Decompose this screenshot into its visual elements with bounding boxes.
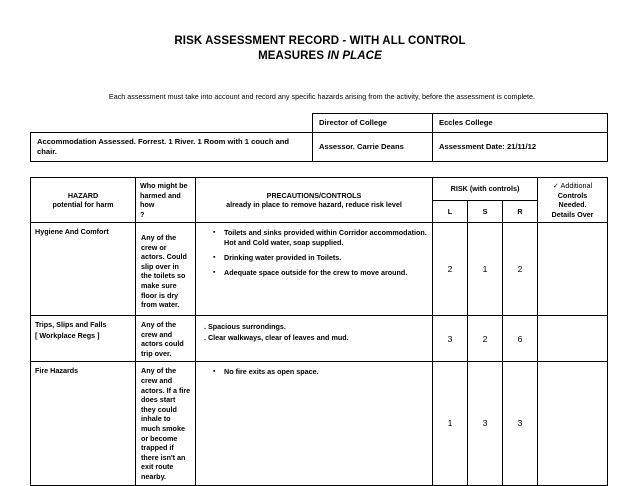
who-harmed-cell: Any of the crew and actors could trip over. — [136, 316, 196, 362]
hazard-label-line-1: Trips, Slips and Falls — [35, 320, 107, 329]
intro-paragraph: Each assessment must take into account and record any specific hazards arising from the activity, before the assessment is complete. — [108, 92, 536, 101]
precautions-cell — [196, 362, 433, 485]
header-risk-group: RISK (with controls) — [433, 178, 538, 201]
header-hazard — [31, 178, 136, 223]
info-table-row-bottom — [31, 133, 608, 162]
header-additional-controls — [538, 178, 608, 223]
header-who-line-3: ? — [140, 209, 145, 219]
additional-controls-cell — [538, 223, 608, 316]
table-row — [31, 362, 608, 485]
hazard-label-line-1: Hygiene And Comfort — [35, 227, 109, 236]
title-line-2 — [0, 49, 640, 64]
header-hazard-sub: potential for harm — [52, 200, 114, 209]
risk-severity-cell: 3 — [468, 362, 503, 485]
header-additional-line-2: Controls — [557, 190, 588, 200]
college-value-cell: Eccles College — [433, 114, 608, 133]
precautions-cell — [196, 223, 433, 316]
header-precautions-main: PRECAUTIONS/CONTROLS — [266, 190, 362, 200]
precautions-list — [202, 321, 428, 343]
info-table-row-top — [31, 114, 608, 133]
list-item: . Spacious surrondings. — [204, 322, 286, 331]
table-row — [31, 223, 608, 316]
header-precautions-sub: already in place to remove hazard, reduce risk level — [226, 200, 402, 209]
accommodation-description-cell: Accommodation Assessed. Forrest. 1 River. 1 Room with 1 couch and chair. — [31, 133, 313, 162]
risk-likelihood-cell: 3 — [433, 316, 468, 362]
title-line-2-italic: IN PLACE — [327, 50, 382, 62]
header-who-line-1: Who might be — [140, 181, 188, 190]
header-risk-l: L — [433, 200, 468, 223]
additional-controls-cell — [538, 316, 608, 362]
header-risk-r: R — [503, 200, 538, 223]
hazard-cell — [31, 223, 136, 316]
header-who-harmed — [136, 178, 196, 223]
header-additional-line-1: ✓ Additional — [552, 181, 593, 190]
table-row — [31, 316, 608, 362]
header-who-line-2: harmed and how — [140, 190, 181, 209]
precautions-cell — [196, 316, 433, 362]
title-line-1: RISK ASSESSMENT RECORD - WITH ALL CONTROL — [174, 35, 466, 47]
risk-likelihood-cell: 2 — [433, 223, 468, 316]
list-item: ▪ No fire exits as open space. — [224, 367, 428, 377]
risk-likelihood-cell: 1 — [433, 362, 468, 485]
hazard-cell — [31, 362, 136, 485]
table-header-row-1 — [31, 178, 608, 201]
risk-rating-cell: 3 — [503, 362, 538, 485]
list-item: . Clear walkways, clear of leaves and mud. — [204, 333, 349, 342]
risk-assessment-table — [30, 177, 608, 486]
header-additional-line-3: Needed. — [558, 200, 587, 209]
hazard-label-line-2: [ Workplace Regs ] — [35, 330, 100, 340]
who-harmed-cell: Any of the crew or actors. Could slip over in the toilets so make sure floor is dry from water. — [136, 223, 196, 316]
header-additional-line-4: Details Over — [551, 209, 594, 219]
precautions-list — [202, 367, 428, 377]
assessment-date-cell: Assessment Date: 21/11/12 — [433, 133, 608, 162]
assessment-info-table — [30, 113, 608, 162]
page-title — [0, 0, 640, 64]
hazard-label-line-1: Fire Hazards — [35, 366, 79, 376]
risk-rating-cell: 2 — [503, 223, 538, 316]
hazard-cell — [31, 316, 136, 362]
info-empty-cell — [31, 114, 313, 133]
who-harmed-cell: Any of the crew and actors. If a fire does start they could inhale to much smoke or become trapped if there isn't an exit route nearby. — [136, 362, 196, 485]
director-label-cell: Director of College — [313, 114, 433, 133]
assessor-label-cell: Assessor. Carrie Deans — [313, 133, 433, 162]
header-risk-s: S — [468, 200, 503, 223]
risk-severity-cell: 1 — [468, 223, 503, 316]
title-line-2-prefix: MEASURES — [258, 50, 328, 62]
risk-rating-cell: 6 — [503, 316, 538, 362]
list-item: ▪ Toilets and sinks provided within Corridor accommodation. Hot and Cold water, soap supplied. — [224, 228, 428, 248]
header-hazard-main: HAZARD — [67, 190, 99, 200]
list-item: ▪ Adequate space outside for the crew to move around. — [224, 268, 428, 278]
risk-severity-cell: 2 — [468, 316, 503, 362]
list-item: ▪ Drinking water provided in Toilets. — [224, 253, 428, 263]
precautions-list — [202, 228, 428, 278]
header-precautions — [196, 178, 433, 223]
additional-controls-cell — [538, 362, 608, 485]
